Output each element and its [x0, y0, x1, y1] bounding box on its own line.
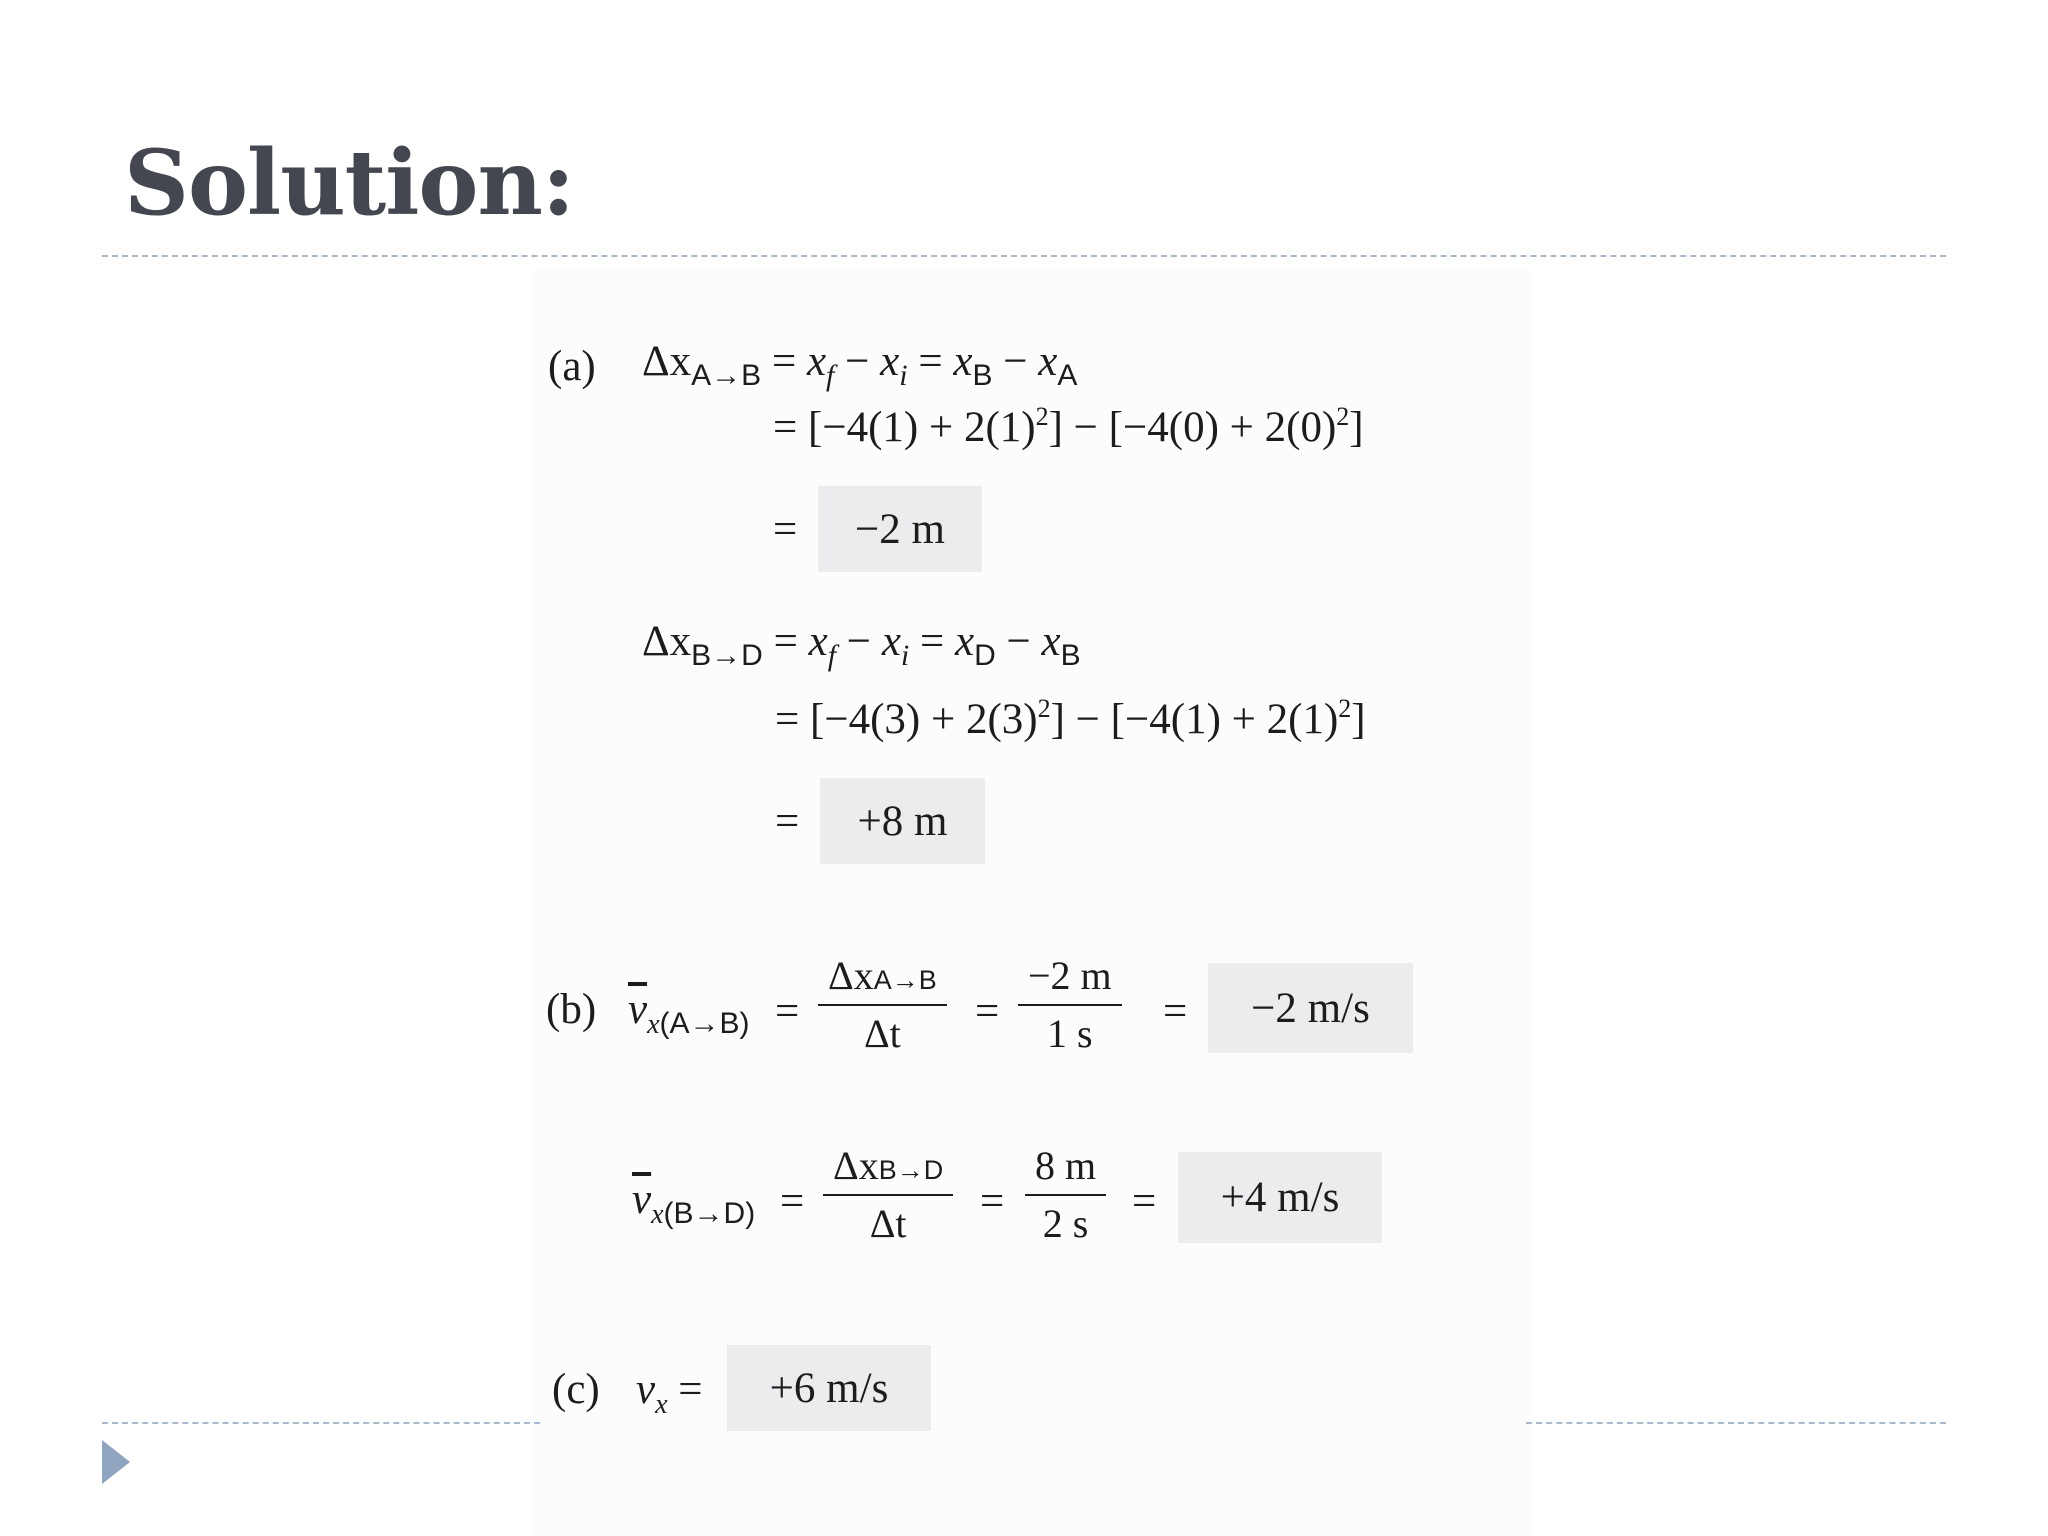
fraction-dx-dt — [823, 1143, 953, 1246]
equals-sign: = — [975, 988, 1000, 1035]
variable: x — [881, 618, 901, 665]
equals-sign: = — [773, 618, 798, 665]
subscript: A — [1057, 359, 1078, 392]
numerator — [818, 953, 947, 998]
play-arrow-icon[interactable] — [102, 1440, 130, 1484]
variable: x — [1041, 618, 1061, 665]
expression: ] − [−4(0) + 2(0) — [1048, 404, 1337, 451]
denominator: Δt — [863, 1011, 901, 1056]
result-box-b1: −2 m/s — [1208, 963, 1413, 1053]
subscript: A→B — [873, 965, 937, 995]
part-c-vx — [636, 1368, 703, 1419]
equals-sign: = — [920, 618, 945, 665]
result-box-a1: −2 m — [818, 486, 982, 572]
footer-divider-left — [102, 1422, 540, 1424]
variable: $\overline{v}$ — [628, 986, 648, 1033]
numerator: 8 m — [1035, 1143, 1097, 1188]
variable: $\overline{v}$ — [632, 1176, 652, 1223]
subscript: (B→D) — [663, 1197, 756, 1230]
fraction-bar — [1025, 1194, 1106, 1196]
slide-title: Solution: — [124, 130, 575, 236]
result-box-b2: +4 m/s — [1178, 1152, 1382, 1243]
variable: x — [1038, 338, 1058, 385]
result-box-a2: +8 m — [820, 778, 985, 864]
equals-sign: = — [775, 988, 800, 1035]
part-a-label: (a) — [548, 343, 596, 390]
fraction-bar — [818, 1004, 947, 1006]
subscript: x — [647, 1009, 660, 1040]
minus-sign: − — [846, 618, 872, 665]
equals-sign: = — [678, 1366, 703, 1413]
subscript: x — [655, 1389, 668, 1420]
equals-sign: = — [980, 1178, 1005, 1225]
title-divider — [102, 255, 1946, 257]
subscript: A→B — [691, 359, 762, 392]
subscript: x — [651, 1199, 664, 1230]
subscript: B→D — [878, 1155, 944, 1185]
footer-divider-right — [1526, 1422, 1946, 1424]
variable: x — [808, 618, 828, 665]
equals-sign: = — [918, 338, 943, 385]
minus-sign: − — [1003, 338, 1028, 385]
expression: ] − [−4(1) + 2(1) — [1050, 696, 1339, 743]
exponent: 2 — [1336, 402, 1350, 431]
expression: = [−4(3) + 2(3) — [775, 696, 1038, 743]
fraction-values — [1025, 1143, 1106, 1246]
delta-x-symbol: Δx — [642, 338, 692, 385]
numerator: −2 m — [1028, 953, 1112, 998]
delta-x-symbol: Δx — [828, 953, 874, 998]
exponent: 2 — [1037, 694, 1051, 723]
minus-sign: − — [845, 338, 870, 385]
fraction-bar — [823, 1194, 953, 1196]
subscript: (A→B) — [659, 1007, 750, 1040]
numerator — [823, 1143, 953, 1188]
subscript: B — [972, 359, 993, 392]
subscript: f — [827, 639, 837, 672]
variable: x — [806, 338, 827, 385]
part-a-eq2-line2 — [775, 696, 1366, 741]
part-b-v-ab — [628, 988, 750, 1039]
subscript: i — [899, 359, 908, 392]
fraction-values — [1018, 953, 1122, 1056]
equals-sign: = — [1163, 988, 1188, 1035]
equals-sign: = — [1132, 1178, 1157, 1225]
subscript: B→D — [691, 639, 763, 672]
fraction-bar — [1018, 1004, 1122, 1006]
equals-sign: = — [775, 798, 800, 845]
expression: ] — [1351, 696, 1366, 743]
part-a-eq2-line1 — [642, 620, 1081, 671]
variable: x — [880, 338, 900, 385]
variable: v — [636, 1366, 656, 1413]
part-b-v-bd — [632, 1178, 755, 1229]
exponent: 2 — [1338, 694, 1352, 723]
part-c-label: (c) — [552, 1366, 600, 1413]
equals-sign: = — [771, 338, 797, 385]
delta-x-symbol: Δx — [642, 618, 692, 665]
variable: x — [955, 618, 975, 665]
subscript: i — [900, 639, 910, 672]
denominator: Δt — [869, 1201, 907, 1246]
exponent: 2 — [1035, 402, 1049, 431]
equals-sign: = — [780, 1178, 805, 1225]
part-b-label: (b) — [546, 986, 597, 1033]
expression: ] — [1349, 404, 1364, 451]
expression: = [−4(1) + 2(1) — [773, 404, 1036, 451]
minus-sign: − — [1006, 618, 1031, 665]
denominator: 1 s — [1047, 1011, 1093, 1056]
equals-sign: = — [773, 506, 798, 553]
subscript: D — [974, 639, 996, 672]
subscript: f — [826, 359, 835, 392]
part-a-eq1-line2 — [773, 404, 1364, 449]
subscript: B — [1060, 639, 1081, 672]
variable: x — [953, 338, 973, 385]
denominator: 2 s — [1042, 1201, 1089, 1246]
fraction-dx-dt — [818, 953, 947, 1056]
delta-x-symbol: Δx — [833, 1143, 879, 1188]
part-a-eq1-line1 — [642, 340, 1077, 391]
solution-content — [530, 270, 1530, 1536]
result-box-c: +6 m/s — [727, 1345, 931, 1431]
